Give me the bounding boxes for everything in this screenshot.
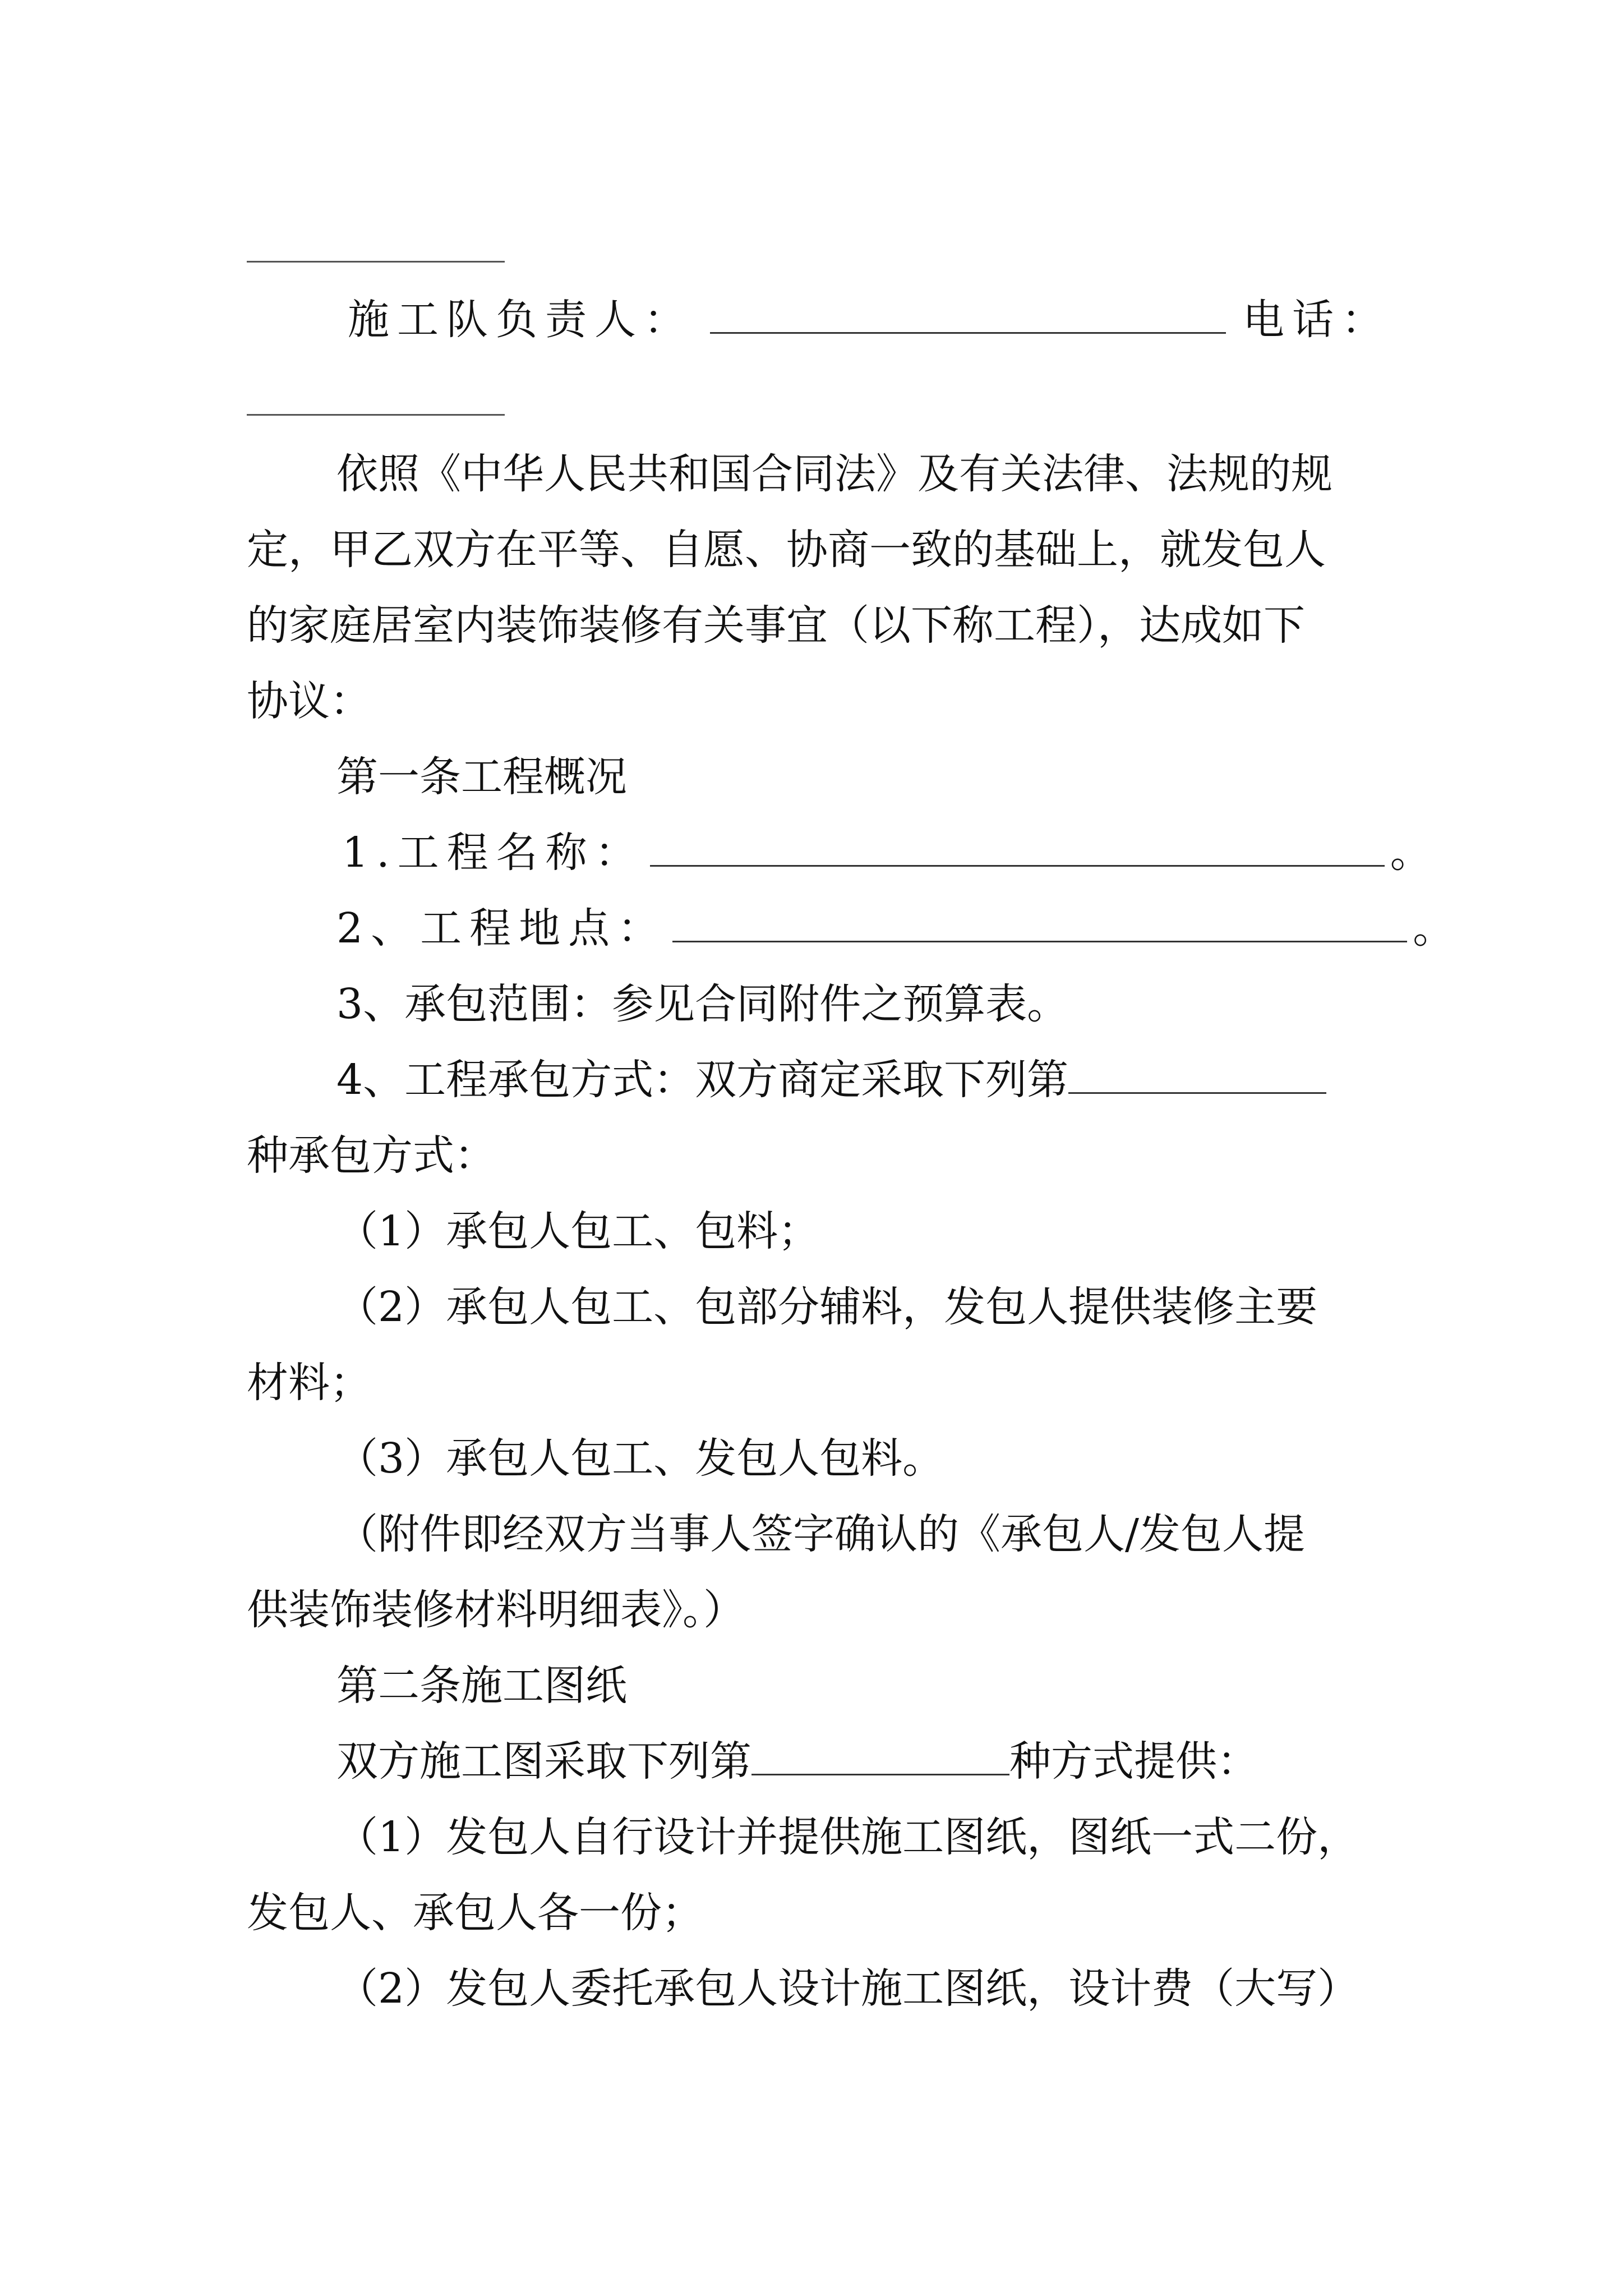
article1-note-a: （附件即经双方当事人签字确认的《承包人/发包人提	[336, 1510, 1305, 1558]
article2-lead	[336, 1733, 1258, 1789]
article1-opt2-b: 材料；	[247, 1359, 371, 1407]
article1-opt3: （3）承包人包工、发包人包料。	[336, 1434, 944, 1483]
contract-method-blank	[1068, 1053, 1326, 1094]
article1-opt2-a: （2）承包人包工、包部分辅料，发包人提供装修主要	[336, 1283, 1318, 1331]
phone-label: 电话：	[1243, 296, 1391, 344]
article2-opt1-a: （1）发包人自行设计并提供施工图纸，图纸一式二份，	[336, 1813, 1359, 1861]
contract-method-label: 4、工程承包方式：双方商定采取下列第	[336, 1056, 1069, 1104]
team-leader-row	[348, 292, 1391, 348]
article2-opt1-b: 发包人、承包人各一份；	[247, 1889, 703, 1937]
drawing-method-suffix: 种方式提供：	[1009, 1737, 1258, 1786]
article1-item4-cont: 种承包方式：	[247, 1131, 496, 1180]
project-location-blank	[672, 901, 1407, 942]
phone-blank-line	[247, 414, 505, 416]
project-name-label: 1.工程名称：	[342, 829, 644, 877]
intro-line-3: 的家庭居室内装饰装修有关事宜（以下称工程），达成如下	[247, 601, 1305, 650]
drawing-method-blank	[751, 1734, 1009, 1775]
article1-item1	[342, 825, 1440, 881]
item2-period: 。	[1413, 904, 1463, 953]
team-leader-blank	[710, 293, 1226, 334]
intro-line-1: 依照《中华人民共和国合同法》及有关法律、法规的规	[336, 450, 1332, 498]
article1-title: 第一条工程概况	[336, 753, 627, 801]
project-name-blank	[650, 826, 1385, 867]
intro-line-4: 协议：	[247, 677, 371, 725]
team-leader-label: 施工队负责人：	[348, 296, 693, 344]
article1-item2	[336, 900, 1462, 956]
article2-opt2: （2）发包人委托承包人设计施工图纸，设计费（大写）	[336, 1964, 1359, 2013]
article1-item4	[336, 1052, 1326, 1108]
article1-opt1: （1）承包人包工、包料；	[336, 1207, 820, 1255]
project-location-label: 2、工程地点：	[336, 904, 667, 953]
blank-line	[247, 261, 505, 263]
item1-period: 。	[1390, 829, 1440, 877]
drawing-method-label: 双方施工图采取下列第	[336, 1737, 751, 1786]
article2-title: 第二条施工图纸	[336, 1662, 627, 1710]
article1-item3: 3、承包范围：参见合同附件之预算表。	[336, 980, 1069, 1028]
article1-note-b: 供装饰装修材料明细表》。）	[247, 1586, 745, 1634]
intro-line-2: 定，甲乙双方在平等、自愿、协商一致的基础上，就发包人	[247, 526, 1326, 574]
